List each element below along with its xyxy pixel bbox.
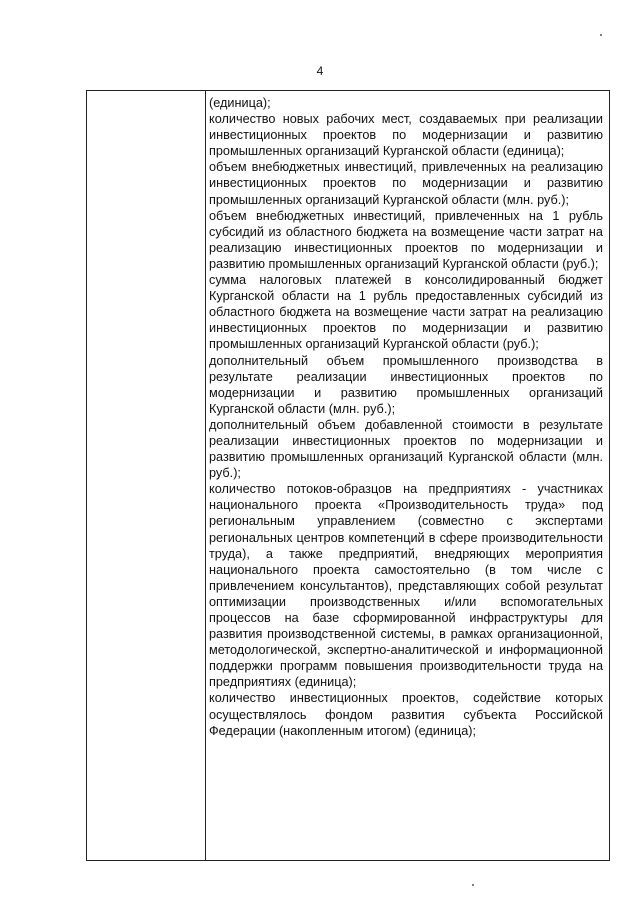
page-number: 4	[316, 64, 324, 78]
scan-speck	[600, 34, 602, 36]
indicator-item: сумма налоговых платежей в консолидированный бюджет Курганской области на 1 рубль предоставленных субсидий из областного бюджета на возмещение части затрат на реализацию инвестиционных проектов по модернизации и развитию промышленных организаций Курганской области (руб.);	[209, 273, 603, 352]
scan-speck	[472, 884, 474, 886]
indicators-cell	[209, 95, 603, 739]
indicator-item: (единица);	[209, 96, 271, 110]
indicator-item: количество новых рабочих мест, создаваемых при реализации инвестиционных проектов по модернизации и развитию промышленных организаций Курганской области (единица);	[209, 112, 603, 159]
indicator-item: объем внебюджетных инвестиций, привлеченных на реализацию инвестиционных проектов по модернизации и развитию промышленных организаций Курганской области (млн. руб.);	[209, 160, 603, 207]
indicator-item: количество инвестиционных проектов, содействие которых осуществлялось фондом развития субъекта Российской Федерации (накопленным итогом) (единица);	[209, 691, 603, 738]
indicator-item: объем внебюджетных инвестиций, привлеченных на 1 рубль субсидий из областного бюджета на возмещение части затрат на реализацию инвестиционных проектов по модернизации и развитию промышленных организаций Курганской области (руб.);	[209, 208, 603, 271]
indicator-item: дополнительный объем промышленного производства в результате реализации инвестиционных проектов по модернизации и развитию промышленных организаций Курганской области (млн. руб.);	[209, 353, 603, 416]
column-divider	[205, 91, 206, 860]
indicator-item: дополнительный объем добавленной стоимости в результате реализации инвестиционных проектов по модернизации и развитию промышленных организаций Курганской области (млн. руб.);	[209, 417, 603, 481]
indicators-table	[86, 90, 610, 861]
indicator-item: количество потоков-образцов на предприятиях - участниках национального проекта «Производительность труда» под региональным управлением (совместно с экспертами региональных центров компетенций в сфере производительности труда), а также предприятий, внедряющих мероприятия национального проекта самостоятельно (в том числе с привлечением консультантов), представляющих собой результат оптимизации производственных и/или вспомогательных процессов на базе сформированной инфраструктуры для развития производственной системы, в рамках организационной, методологической, экспертно-аналитической и информационной поддержки программ повышения производительности труда на предприятиях (единица);	[209, 482, 603, 690]
